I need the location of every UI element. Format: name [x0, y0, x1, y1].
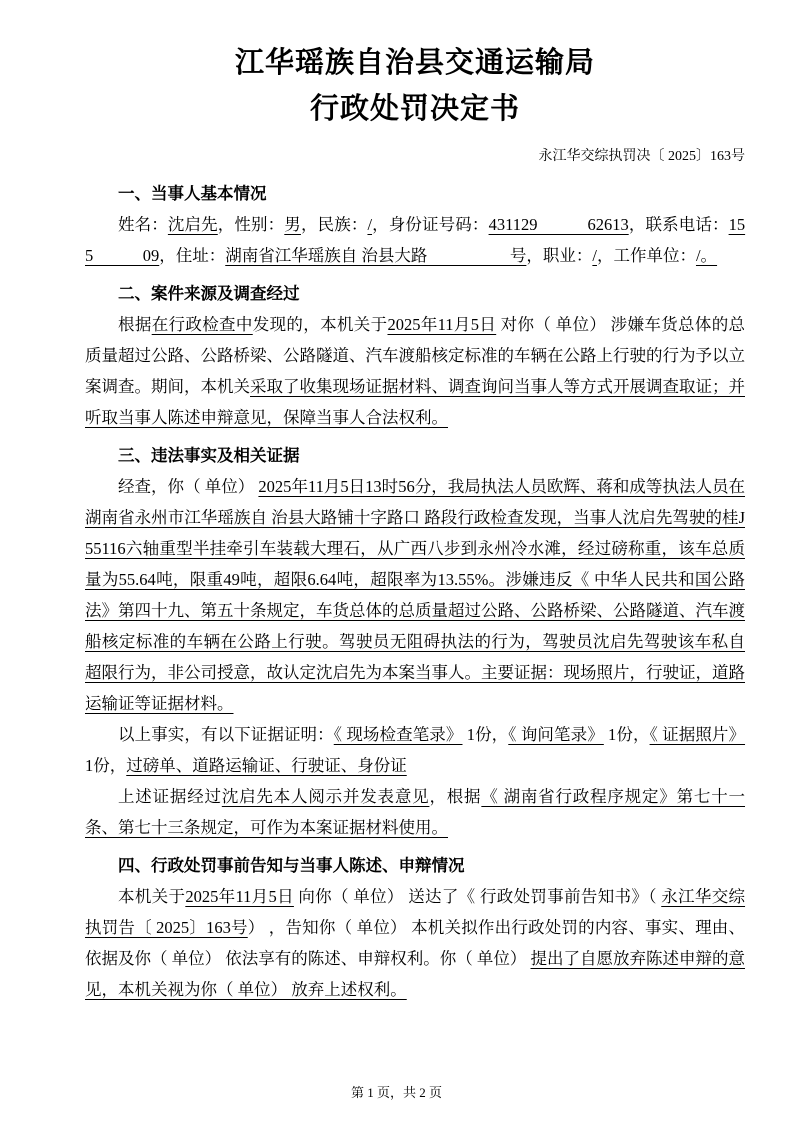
document-title-line1: 江华瑶族自治县交通运输局 — [234, 47, 595, 79]
text-segment: 2025年11月5日 — [387, 315, 497, 334]
text-segment: 本机关于 — [118, 887, 186, 906]
text-segment: 431129 62613 — [488, 215, 629, 234]
page-footer: 第 1 页，共 2 页 — [350, 1085, 442, 1100]
text-segment: ，联系电话： — [628, 215, 729, 234]
text-segment: 《 询问笔录》 — [508, 725, 604, 744]
text-segment: 155 09 — [85, 215, 746, 265]
section-case-source — [85, 278, 745, 433]
text-segment: 1份， — [85, 756, 127, 775]
section-party-basic-info — [85, 178, 745, 271]
paragraph-violation-facts — [85, 471, 745, 719]
text-segment: 根据 — [118, 315, 152, 334]
text-segment: 沈启先本人阅示并发表意见 — [221, 787, 430, 806]
text-segment: 2025年11月5日13时56分，我局执法人员欧辉、蒋和成等执法人员在湖南省永州市江华瑶族自 治县大路铺十字路口 路段行政检查发现，当事人沈启先驾驶的桂J55116六轴重型半挂牵引车装载大理石，从广西八步到永州冷水滩，经过磅称重，该车总质量为55.64吨，限重49吨，超限6.64吨，超限率为13.55%。涉嫌违反《 中华人民共和国公路法》第四十九、第五十条规定，车货总体的总质量超过公路、公路桥梁、公路隧道、汽车渡船核定标准的车辆在公路上行驶。驾驶员无阻碍执法的行为，驾驶员沈启先驾驶该车私自 超限行为，非公司授意，故认定沈启先为本案当事人。主要证据：现场照片，行驶证，道路运输证等证据材料。 — [85, 477, 746, 713]
paragraph-case-source — [85, 309, 745, 433]
text-segment: /。 — [695, 246, 718, 265]
text-segment: 经查，你（ 单位） — [118, 477, 259, 496]
text-segment: 1份， — [462, 725, 509, 744]
text-segment: 提出了自愿放弃陈述申辩的意见，本机关视为你（ 单位） 放弃上述权利。 — [85, 949, 745, 999]
text-segment: 1份， — [603, 725, 650, 744]
text-segment: 向你（ 单位） 送达了《 行政处罚事前告知书》（ — [293, 887, 662, 906]
text-segment: 对你（ 单位） 涉嫌车货总体的总质量超过公路、公路桥梁、公路隧道、汽车渡船核定标准的车辆在公路上行驶的行为予以立案调查。期间，本机关 — [85, 315, 746, 396]
section-1-heading: 一、当事人基本情况 — [118, 184, 267, 203]
text-segment: 以上事实，有以下证据证明： — [118, 725, 334, 744]
text-segment: / — [592, 246, 597, 265]
text-segment: 发现的，本机关于 — [252, 315, 388, 334]
text-segment: 姓名： — [118, 215, 168, 234]
text-segment: ，根据 — [429, 787, 482, 806]
paragraph-prior-notice — [85, 881, 745, 1005]
text-segment: 《 现场检查笔录》 — [333, 725, 463, 744]
section-3-heading: 三、违法事实及相关证据 — [118, 446, 300, 465]
document-title-line2: 行政处罚决定书 — [309, 93, 520, 125]
section-prior-notice — [85, 850, 745, 1005]
text-segment: ，性别： — [217, 215, 285, 234]
text-segment: 湖南省江华瑶族自 治县大路 号 — [225, 246, 527, 265]
text-segment: 《 湖南省行政程序规定》第七十一条、第七十三条规定，可作为本案证据材料使用。 — [85, 787, 746, 837]
section-facts-evidence — [85, 440, 745, 843]
text-segment: 采取了收集现场证据材料、调查询问当事人等方式开展调查取证；并听取当事人陈述申辩意见，保障当事人合法权利。 — [85, 377, 745, 427]
section-4-heading: 四、行政处罚事前告知与当事人陈述、申辩情况 — [118, 856, 465, 875]
text-segment: ，职业： — [526, 246, 593, 265]
text-segment: / — [367, 215, 373, 234]
text-segment: 过磅单、道路运输证、行驶证、身份证 — [126, 756, 407, 775]
section-2-heading: 二、案件来源及调查经过 — [118, 284, 300, 303]
text-segment: ） ，告知你（ 单位） 本机关拟作出行政处罚的内容、事实、理由、依据及你（ 单位） 依法享有的陈述、申辩权利。你（ 单位） — [85, 918, 746, 968]
text-segment: ，工作单位： — [596, 246, 696, 265]
text-segment: ，身份证号码： — [372, 215, 489, 234]
text-segment: 男 — [284, 215, 301, 234]
text-segment: 永江华交综执罚告〔 2025〕163号 — [85, 887, 746, 937]
paragraph-evidence-list — [85, 719, 745, 781]
text-segment: ，民族： — [300, 215, 368, 234]
paragraph-evidence-review — [85, 781, 745, 843]
document-number: 永江华交综执罚决〔 2025〕163号 — [538, 149, 745, 164]
text-segment: ，住址： — [159, 246, 226, 265]
text-segment: 《 证据照片》 — [649, 725, 746, 744]
text-segment: 沈启先 — [167, 215, 218, 234]
text-segment: 2025年11月5日 — [185, 887, 294, 906]
text-segment: 上述证据经过 — [118, 787, 222, 806]
paragraph-party-info — [85, 209, 745, 271]
text-segment: 在行政检查中 — [151, 315, 253, 334]
